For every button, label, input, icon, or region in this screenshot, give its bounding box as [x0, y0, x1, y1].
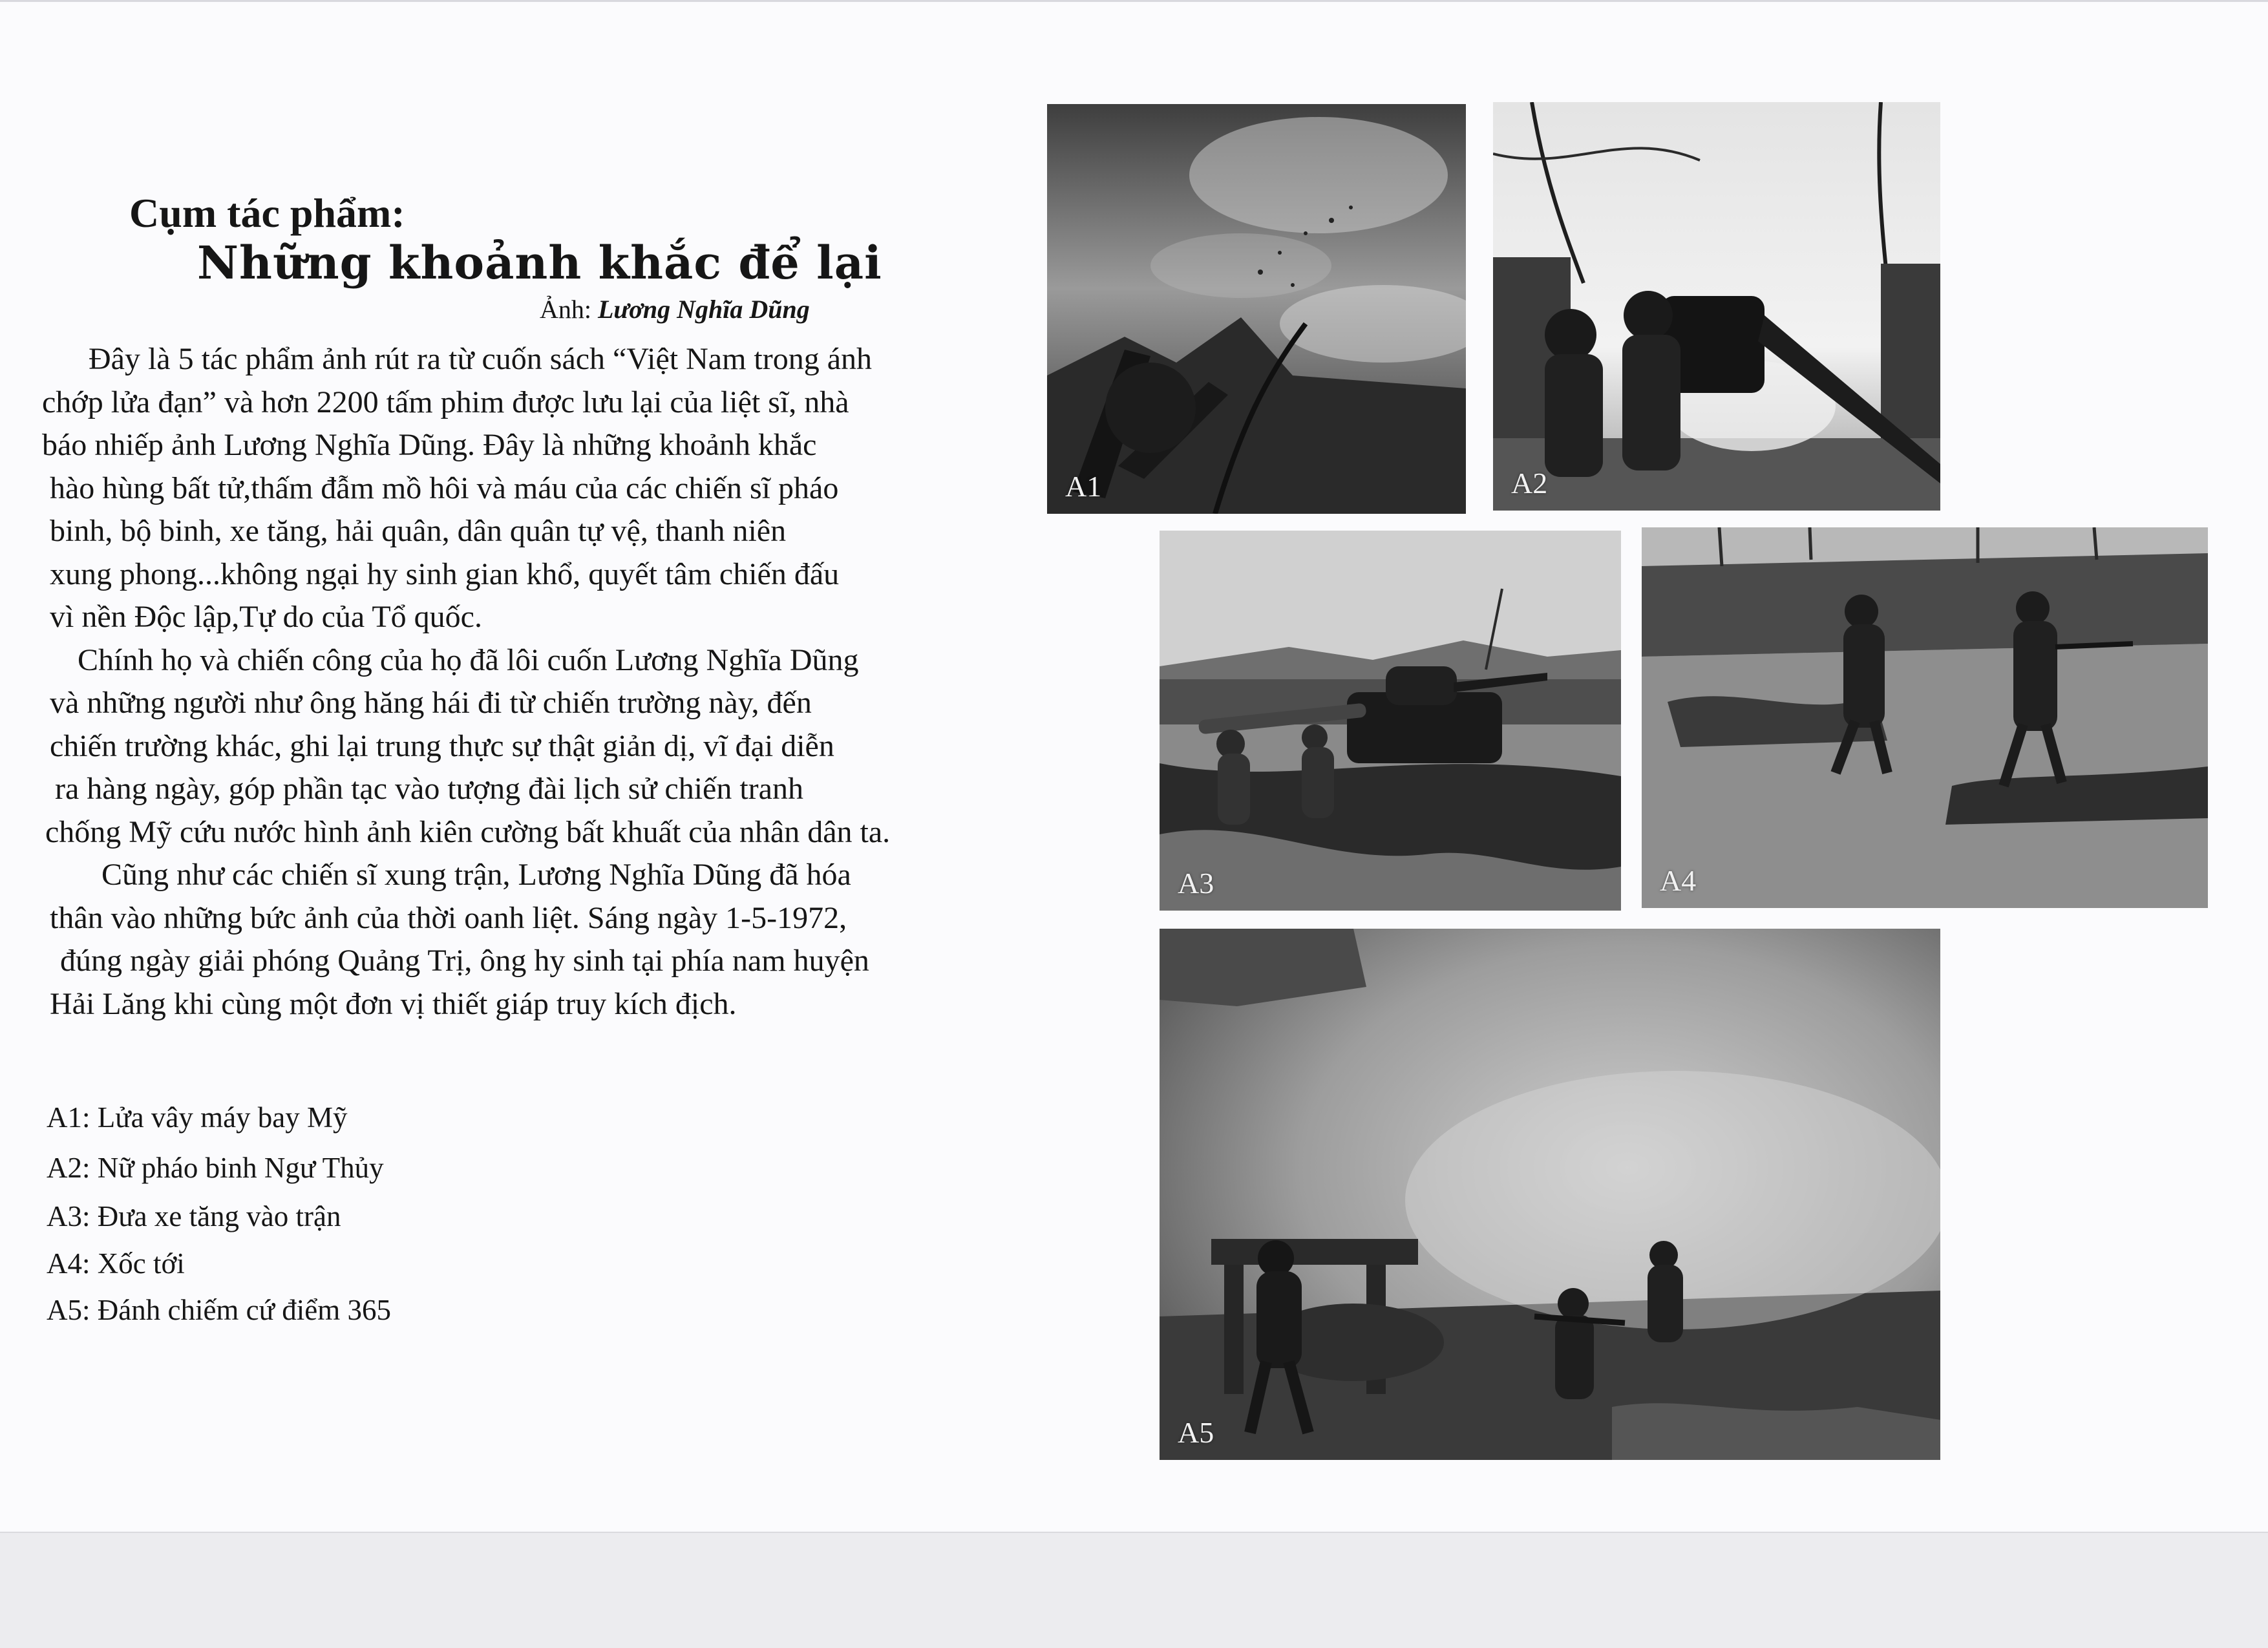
body-line: ra hàng ngày, góp phần tạc vào tượng đài lịch sử chiến tranh: [55, 772, 803, 806]
artillery-crew-photo: [1493, 102, 1940, 511]
body-line: vì nền Độc lập,Tự do của Tổ quốc.: [50, 600, 482, 634]
body-text: [42, 338, 1050, 1026]
photo-label: A1: [1065, 470, 1102, 503]
body-line: Đây là 5 tác phẩm ảnh rút ra từ cuốn sách “Việt Nam trong ánh: [89, 342, 873, 376]
photo-a4: [1642, 527, 2208, 908]
photo-label: A3: [1178, 867, 1214, 900]
page-title: Những khoảnh khắc để lại: [197, 236, 882, 290]
body-line: chớp lửa đạn” và hơn 2200 tấm phim được lưu lại của liệt sĩ, nhà: [42, 385, 849, 419]
body-line: đúng ngày giải phóng Quảng Trị, ông hy sinh tại phía nam huyện: [60, 944, 869, 978]
tank-in-mud-photo: [1160, 531, 1621, 911]
caption-a5: A5: Đánh chiếm cứ điểm 365: [47, 1294, 392, 1326]
bunker-assault-photo: [1160, 929, 1940, 1460]
body-line: binh, bộ binh, xe tăng, hải quân, dân quân tự vệ, thanh niên: [50, 514, 787, 548]
caption-a2: A2: Nữ pháo binh Ngư Thủy: [47, 1152, 384, 1184]
series-label: Cụm tác phẩm:: [129, 190, 405, 236]
credit-name: Lương Nghĩa Dũng: [598, 295, 810, 324]
body-line: Hải Lăng khi cùng một đơn vị thiết giáp truy kích địch.: [50, 986, 737, 1021]
body-line: hào hùng bất tử,thấm đẫm mồ hôi và máu của các chiến sĩ pháo: [50, 470, 839, 505]
body-line: và những người như ông hăng hái đi từ chiến trường này, đến: [50, 686, 812, 720]
body-line: Cũng như các chiến sĩ xung trận, Lương Nghĩa Dũng đã hóa: [101, 858, 851, 892]
soldiers-advancing-photo: [1642, 527, 2208, 908]
body-line: chiến trường khác, ghi lại trung thực sự thật giản dị, vĩ đại diễn: [50, 728, 834, 763]
body-line: xung phong...không ngại hy sinh gian khổ, quyết tâm chiến đấu: [50, 556, 840, 591]
photo-credit: [540, 294, 810, 324]
caption-a1: A1: Lửa vây máy bay Mỹ: [47, 1101, 348, 1134]
body-line: Chính họ và chiến công của họ đã lôi cuốn Lương Nghĩa Dũng: [78, 642, 859, 677]
body-line: chống Mỹ cứu nước hình ảnh kiên cường bất khuất của nhân dân ta.: [45, 814, 891, 849]
photo-a2: [1493, 102, 1940, 511]
anti-aircraft-fire-photo: [1047, 104, 1466, 514]
body-line: thân vào những bức ảnh của thời oanh liệt. Sáng ngày 1-5-1972,: [50, 900, 847, 935]
photo-label: A2: [1511, 467, 1548, 500]
body-line: báo nhiếp ảnh Lương Nghĩa Dũng. Đây là những khoảnh khắc: [42, 428, 817, 462]
photo-label: A4: [1660, 864, 1697, 897]
credit-prefix: Ảnh:: [540, 295, 598, 324]
scan-margin: [0, 1532, 2268, 1648]
caption-a4: A4: Xốc tới: [47, 1247, 185, 1280]
photo-a5: [1160, 929, 1940, 1460]
photo-label: A5: [1178, 1416, 1214, 1449]
caption-a3: A3: Đưa xe tăng vào trận: [47, 1200, 341, 1232]
photo-a1: [1047, 104, 1466, 514]
photo-a3: [1160, 531, 1621, 911]
